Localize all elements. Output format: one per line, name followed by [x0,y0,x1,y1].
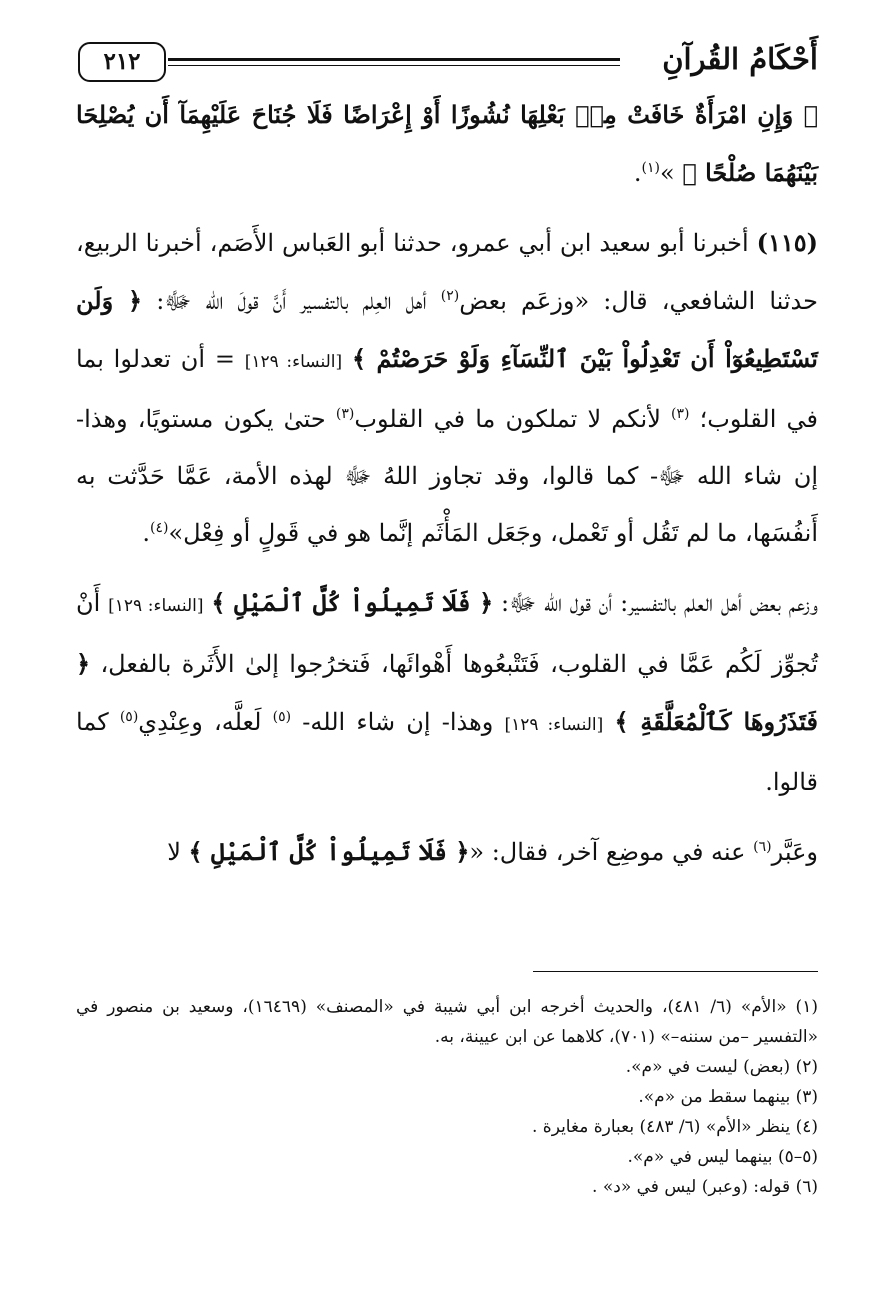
quran-verse: ﴿ فَلَا تَمِيلُواْ كُلَّ ٱلْمَيْلِ ﴾ [188,837,470,866]
page-number: ٢١٢ [78,42,166,82]
book-title: أَحْكَامُ القُرآنِ [662,42,818,76]
footnotes [76,992,818,1202]
text-segment: عنه في موضِع آخر، فقال: « [469,838,746,866]
text-segment: أخبرنا أبو سعيد ابن أبي عمرو، حدثنا أبو العَباس الأَصَم، أخبرنا الربيع، حدثنا الشافعي، قال: «وزعَم بعض [76,229,818,315]
footnote-ref-3-close[interactable]: (٣) [335,406,355,422]
text-segment: = أن تعدلوا بما في القلوب؛ [76,345,818,433]
footnote-1: (١) «الأم» (٦/ ٤٨١)، والحديث أخرجه ابن أبي شيبة في «المصنف» (١٦٤٦٩)، وسعيد بن منصور في «التفسير –من سننه–» (٧٠١)، كلاهما عن ابن عيينة، به. [76,997,818,1047]
verse-citation: [النساء: ١٢٩] [504,715,604,735]
verse-citation: [النساء: ١٢٩] [244,352,343,372]
quran-verse: ﴿ فَتَذَرُوهَا كَٱلْمُعَلَّقَةِ ﴾ [76,649,818,736]
verse-citation: [النساء: ١٢٩] [108,596,204,616]
hadith-number: (١١٥) [756,228,818,257]
paragraph-verse-an-nisa-128 [76,86,818,202]
period: . [142,519,151,547]
footnote-ref-1[interactable]: (١) [641,160,661,176]
text-segment: وعَبَّر [771,838,818,866]
footnote-ref-3-open[interactable]: (٣) [671,406,690,422]
period: . [633,159,642,187]
footnote-ref-5-open[interactable]: (٥) [272,709,292,725]
header-rule-thin [168,65,620,66]
quote-close: » [660,159,675,187]
text-segment: لأنكم لا تملكون ما في القلوب [354,405,661,433]
paragraph-115 [76,214,818,562]
paragraph-zaam [76,574,818,811]
footnote-ref-6[interactable]: (٦) [753,839,772,855]
text-segment: لَعلَّه، وعِنْدِي [138,708,262,736]
footnote-6: (٦) قوله: (وعبر) ليس في «د» . [592,1177,818,1197]
text-segment: لا [167,838,181,866]
text-segment: كما قالوا. [76,708,818,796]
footnote-5: (٥–٥) بينهما ليس في «م». [627,1147,818,1167]
footnote-separator [533,971,818,972]
text-segment: حتىٰ يكون مستويًا، وهذا- إن شاء الله ﷻ- كما قالوا، وقد تجاوز اللهُ ﷻ لهذه الأمة، عَمَّا حَدَّثت به أَنفُسَها، ما لم تَقُل أو تَعْمل، وجَعَل المَأْثَم إنَّما هو في قَولٍ أو فِعْل» [76,405,818,547]
quran-verse: ﴿ فَلَا تَمِيلُواْ كُلَّ ٱلْمَيْلِ ﴾ [211,588,494,617]
text-segment: أهل العِلم بالتفسير أَنَّ قولَ الله ﷻ: [156,287,427,315]
footnote-4: (٤) ينظر «الأم» (٦/ ٤٨٣) بعبارة مغايرة . [531,1117,818,1137]
page-header [78,38,818,88]
footnote-ref-4[interactable]: (٤) [150,520,169,536]
paragraph-abbara [76,823,818,881]
quran-verse: ﴿ وَلَن تَسْتَطِيعُوٓاْ أَن تَعْدِلُواْ بَيْنَ ٱلنِّسَآءِ وَلَوْ حَرَصْتُمْ ﴾ [76,286,818,373]
quran-verse: ﴿ وَإِنِ امْرَأَةٌ خَافَتْ مِنۢ بَعْلِهَا نُشُوزًا أَوْ إِعْرَاضًا فَلَا جُنَاحَ عَلَيْهِمَآ أَن يُصْلِحَا بَيْنَهُمَا صُلْحًا ﴾ [76,100,818,187]
text-segment: وزعم بعض أهل العلم بالتفسير: أن قول الله ﷻ: [501,589,818,617]
main-text [76,86,818,881]
footnote-ref-5-close[interactable]: (٥) [119,709,139,725]
footnote-3: (٣) بينهما سقط من «م». [638,1087,818,1107]
text-segment: وهذا- إن شاء الله- [302,708,494,736]
footnote-2: (٢) (بعض) ليست في «م». [625,1057,818,1077]
header-rule [168,58,620,61]
footnote-ref-2[interactable]: (٢) [440,288,460,304]
text-segment: أَنْ تُجوِّز لَكُم عَمَّا في القلوب، فَتَتْبعُوها أَهْوائَها، فَتخرُجوا إلىٰ الأَثَرة بالفعل، [76,589,818,678]
